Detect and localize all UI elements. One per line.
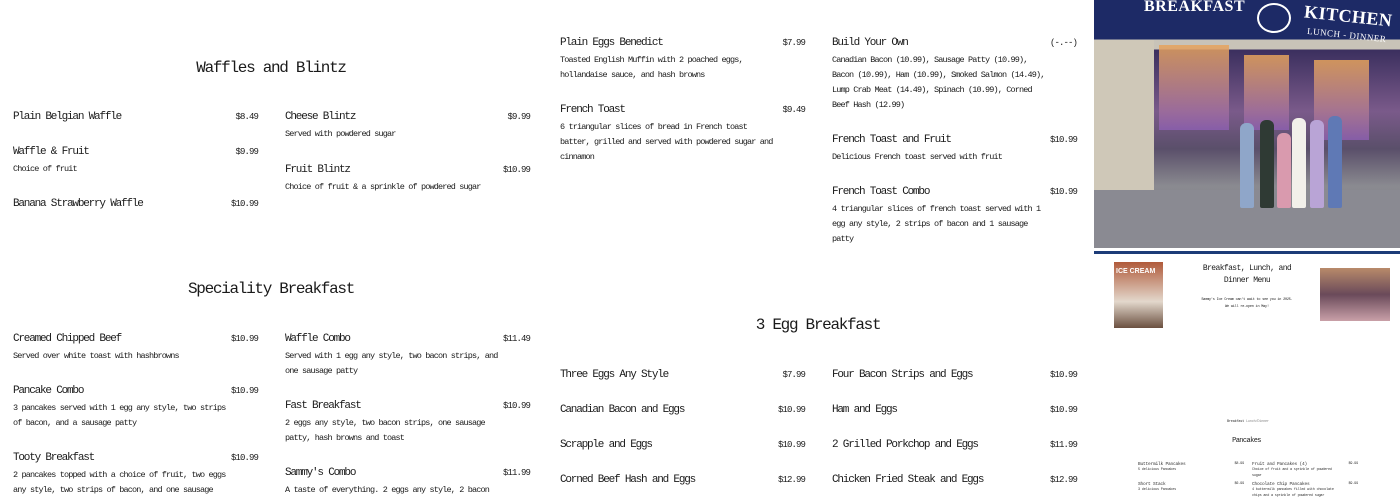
- thumbnail-item-description: Choice of fruit and a sprinkle of powdered sugar: [1252, 468, 1332, 478]
- thumbnail-menu-item: [1252, 462, 1358, 479]
- menu-item: [13, 451, 258, 498]
- menu-item-name: Four Bacon Strips and Eggs: [832, 369, 973, 381]
- thumbnail-item-description: 4 buttermilk pancakes filled with chocolate chips and a sprinkle of powdered sugar: [1252, 488, 1334, 498]
- menu-item: [560, 368, 805, 382]
- menu-item-price: $10.99: [1049, 135, 1077, 145]
- menu-item-description: 2 eggs any style, two bacon strips, one sausage patty, hash browns and toast: [285, 418, 485, 443]
- menu-item-price: (-.--): [1049, 38, 1077, 48]
- thumbnail-subtitle: Sammy's Ice Cream can't wait to see you in 2025. We will re-open in May!: [1201, 298, 1293, 309]
- menu-item-name: Canadian Bacon and Eggs: [560, 404, 685, 416]
- menu-item-name: Plain Eggs Benedict: [560, 37, 663, 49]
- menu-item-price: $10.99: [230, 453, 258, 463]
- menu-item-price: $10.99: [1049, 370, 1077, 380]
- tab-breakfast[interactable]: Breakfast: [1227, 420, 1245, 424]
- thumbnail-item-price: $8.99: [1234, 462, 1244, 466]
- menu-item-description: 4 triangular slices of french toast served with 1 egg any style, 2 strips of bacon and 1 sausage patty: [832, 204, 1041, 244]
- menu-item: [13, 332, 258, 364]
- menu-item: [832, 185, 1077, 247]
- menu-item: [832, 403, 1077, 417]
- menu-item-price: $10.99: [777, 440, 805, 450]
- menu-item-price: $7.99: [782, 38, 805, 48]
- thumbnail-menu-item: [1138, 482, 1244, 493]
- menu-item-description: Served with powdered sugar: [285, 129, 396, 139]
- thumbnail-title: Breakfast, Lunch, and Dinner Menu: [1202, 264, 1292, 285]
- menu-item-name: 2 Grilled Porkchop and Eggs: [832, 439, 978, 451]
- menu-item-name: Fast Breakfast: [285, 400, 361, 412]
- menu-item: [285, 163, 530, 195]
- menu-item-description: Toasted English Muffin with 2 poached eggs, hollandaise sauce, and hash browns: [560, 55, 743, 80]
- menu-item-price: $10.99: [502, 401, 530, 411]
- menu-item-description: Served with 1 egg any style, two bacon strips, and one sausage patty: [285, 351, 498, 376]
- menu-item: [832, 368, 1077, 382]
- menu-item: [13, 145, 258, 177]
- menu-item-description: Served over white toast with hashbrowns: [13, 351, 179, 361]
- thumbnail-item-description: 5 delicious Pancakes: [1138, 468, 1177, 472]
- menu-item-name: Fruit Blintz: [285, 164, 350, 176]
- menu-item-name: Banana Strawberry Waffle: [13, 198, 143, 210]
- menu-item: [560, 103, 805, 165]
- menu-item-price: $10.99: [502, 165, 530, 175]
- menu-item-price: $11.99: [1049, 440, 1077, 450]
- menu-item-description: 2 pancakes topped with a choice of fruit, two eggs any style, two strips of bacon, and one sausage: [13, 470, 226, 495]
- menu-item-description: Choice of fruit & a sprinkle of powdered sugar: [285, 182, 481, 192]
- menu-item: [285, 332, 530, 379]
- thumbnail-item-name: Short Stack: [1138, 482, 1166, 487]
- menu-item: [13, 197, 258, 211]
- menu-item: [285, 399, 530, 446]
- restaurant-storefront-photo: [1094, 0, 1400, 248]
- menu-item-name: Tooty Breakfast: [13, 452, 95, 464]
- menu-item-price: $11.99: [502, 468, 530, 478]
- menu-item-name: Pancake Combo: [13, 385, 84, 397]
- menu-item-name: Waffle Combo: [285, 333, 350, 345]
- thumbnail-section-title: Pancakes: [1232, 437, 1261, 445]
- menu-item-name: Scrapple and Eggs: [560, 439, 652, 451]
- menu-item-price: $8.49: [235, 112, 258, 122]
- menu-item: [13, 110, 258, 124]
- thumbnail-menu-item: [1252, 482, 1358, 499]
- section-title-speciality: Speciality Breakfast: [187, 280, 355, 298]
- menu-item: [285, 110, 530, 142]
- thumbnail-item-name: Buttermilk Pancakes: [1138, 462, 1186, 467]
- menu-item-price: $9.99: [235, 147, 258, 157]
- menu-item-description: Delicious French toast served with fruit: [832, 152, 1003, 162]
- menu-item-price: $9.49: [782, 105, 805, 115]
- menu-item-price: $10.99: [1049, 187, 1077, 197]
- menu-item-description: 3 pancakes served with 1 egg any style, two strips of bacon, and a sausage patty: [13, 403, 226, 428]
- menu-item: [285, 466, 530, 498]
- sign-lunch-dinner: LUNCH - DINNER: [1306, 25, 1387, 45]
- menu-item-price: $10.99: [230, 199, 258, 209]
- menu-item: [560, 36, 805, 83]
- menu-item-description: Choice of fruit: [13, 164, 77, 174]
- menu-item-price: $10.99: [230, 386, 258, 396]
- menu-item-name: French Toast and Fruit: [832, 134, 951, 146]
- menu-item-price: $10.99: [230, 334, 258, 344]
- thumbnail-item-name: Fruit and Pancakes (4): [1252, 462, 1308, 467]
- sun-logo-icon: [1257, 3, 1291, 33]
- thumbnail-menu-item: [1138, 462, 1244, 473]
- menu-item: [560, 473, 805, 487]
- ice-cream-sign-text: ICE CREAM: [1116, 268, 1156, 275]
- menu-item-name: Three Eggs Any Style: [560, 369, 669, 381]
- menu-item-name: Build Your Own: [832, 37, 908, 49]
- section-title-three-egg: 3 Egg Breakfast: [755, 316, 881, 334]
- menu-item-name: Creamed Chipped Beef: [13, 333, 122, 345]
- menu-item-name: Waffle & Fruit: [13, 146, 89, 158]
- menu-page-thumbnail: [1094, 254, 1400, 500]
- menu-item-name: Cheese Blintz: [285, 111, 356, 123]
- tab-lunch-dinner[interactable]: Lunch/Dinner: [1246, 420, 1269, 424]
- menu-item-price: $11.49: [502, 334, 530, 344]
- menu-item-name: Sammy's Combo: [285, 467, 356, 479]
- thumbnail-item-name: Chocolate Chip Pancakes: [1252, 482, 1310, 487]
- menu-item-name: French Toast: [560, 104, 625, 116]
- thumbnail-item-price: $6.99: [1234, 482, 1244, 486]
- menu-item-name: Ham and Eggs: [832, 404, 897, 416]
- menu-item-name: French Toast Combo: [832, 186, 930, 198]
- menu-item-description: 6 triangular slices of bread in French toast batter, grilled and served with powdered sugar and cinnamon: [560, 122, 773, 162]
- ice-cream-photo: [1114, 262, 1163, 328]
- menu-item-name: Corned Beef Hash and Eggs: [560, 474, 696, 486]
- sign-breakfast: BREAKFAST: [1144, 0, 1246, 15]
- menu-item: [560, 403, 805, 417]
- menu-item: [13, 384, 258, 431]
- thumbnail-item-price: $9.99: [1348, 482, 1358, 486]
- menu-item: [832, 133, 1077, 165]
- menu-item: [832, 473, 1077, 487]
- menu-item-price: $12.99: [777, 475, 805, 485]
- menu-item: [832, 438, 1077, 452]
- menu-item-description: A taste of everything. 2 eggs any style, 2 bacon: [285, 485, 490, 495]
- thumbnail-item-description: 3 delicious Pancakes: [1138, 488, 1177, 492]
- thumbnail-item-price: $9.99: [1348, 462, 1358, 466]
- section-title-waffles: Waffles and Blintz: [196, 59, 346, 77]
- menu-item-description: Canadian Bacon (10.99), Sausage Patty (10.99), Bacon (10.99), Ham (10.99), Smoked Salmon (14.49), Lump Crab Meat (14.49), Spinach (10.99), Corned Beef Hash (12.99): [832, 55, 1045, 110]
- menu-item-name: Plain Belgian Waffle: [13, 111, 122, 123]
- menu-item-price: $9.99: [507, 112, 530, 122]
- menu-item-price: $12.99: [1049, 475, 1077, 485]
- menu-item-price: $7.99: [782, 370, 805, 380]
- ice-cream-shop-photo: [1320, 268, 1390, 321]
- menu-item: [560, 438, 805, 452]
- menu-item-name: Chicken Fried Steak and Eggs: [832, 474, 984, 486]
- menu-item-price: $10.99: [1049, 405, 1077, 415]
- menu-item-price: $10.99: [777, 405, 805, 415]
- menu-item: [832, 36, 1077, 113]
- sign-kitchen: KITCHEN: [1303, 1, 1394, 31]
